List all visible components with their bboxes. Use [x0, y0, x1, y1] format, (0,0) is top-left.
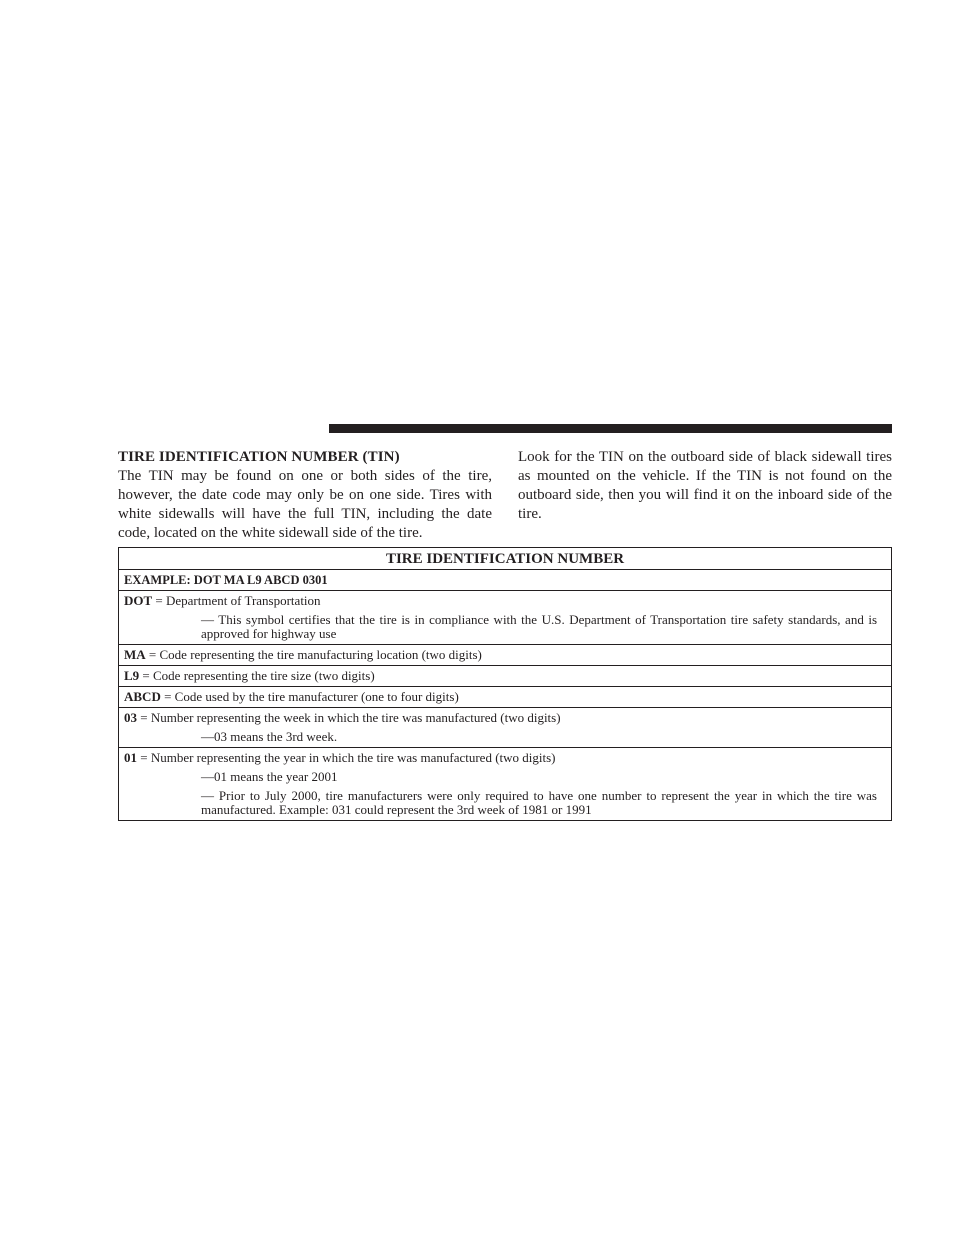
table-cell	[119, 666, 892, 687]
right-column	[518, 448, 892, 524]
table-row	[119, 645, 892, 666]
left-column	[118, 448, 492, 543]
definition-note: — This symbol certifies that the tire is in compliance with the U.S. Department of Transportation tire safety standards, and is approved for highway use	[201, 612, 877, 641]
code-description: = Department of Transportation	[152, 593, 321, 608]
section-heading: TIRE IDENTIFICATION NUMBER (TIN)	[118, 449, 400, 465]
code-term: DOT	[124, 593, 153, 608]
tin-table	[118, 547, 892, 821]
definition	[124, 594, 886, 608]
code-description: = Code used by the tire manufacturer (one to four digits)	[160, 689, 459, 704]
table-example-row	[119, 570, 892, 591]
definition-note: —01 means the year 2001	[201, 769, 338, 784]
code-term: ABCD	[124, 689, 161, 704]
code-term: L9	[124, 668, 140, 683]
right-paragraph: Look for the TIN on the outboard side of black sidewall tires as mounted on the vehicle. If the TIN is not found on the outboard side, then you will find it on the inboard side of the tire.	[518, 449, 892, 522]
definition	[124, 751, 886, 765]
definition	[124, 711, 886, 725]
table-cell	[119, 748, 892, 821]
table-cell	[119, 708, 892, 748]
code-description: = Number representing the year in which the tire was manufactured (two digits)	[137, 750, 556, 765]
table-cell	[119, 645, 892, 666]
table-row	[119, 591, 892, 645]
code-description: = Number representing the week in which the tire was manufactured (two digits)	[137, 710, 561, 725]
table-row	[119, 666, 892, 687]
table-row	[119, 748, 892, 821]
definition	[124, 648, 886, 662]
table-title-row	[119, 548, 892, 570]
table-title: TIRE IDENTIFICATION NUMBER	[119, 548, 892, 570]
table-example: EXAMPLE: DOT MA L9 ABCD 0301	[119, 570, 892, 591]
definition-note: — Prior to July 2000, tire manufacturers were only required to have one number to represent the year in which the tire was manufactured. Example: 031 could represent the 3rd week of 1981 or 1991	[201, 788, 877, 817]
definition	[124, 690, 886, 704]
code-term: MA	[124, 647, 146, 662]
code-term: 03	[124, 710, 137, 725]
table-row	[119, 708, 892, 748]
table-cell	[119, 687, 892, 708]
section-rule	[329, 424, 892, 433]
table-cell	[119, 591, 892, 645]
left-paragraph: The TIN may be found on one or both sides of the tire, however, the date code may only be on one side. Tires with white sidewalls will have the full TIN, including the date code, located on the white sidewall side of the tire.	[118, 468, 492, 541]
definition	[124, 669, 886, 683]
code-description: = Code representing the tire size (two digits)	[139, 668, 375, 683]
table-row	[119, 687, 892, 708]
code-description: = Code representing the tire manufacturing location (two digits)	[145, 647, 482, 662]
code-term: 01	[124, 750, 137, 765]
definition-note: —03 means the 3rd week.	[201, 729, 338, 744]
